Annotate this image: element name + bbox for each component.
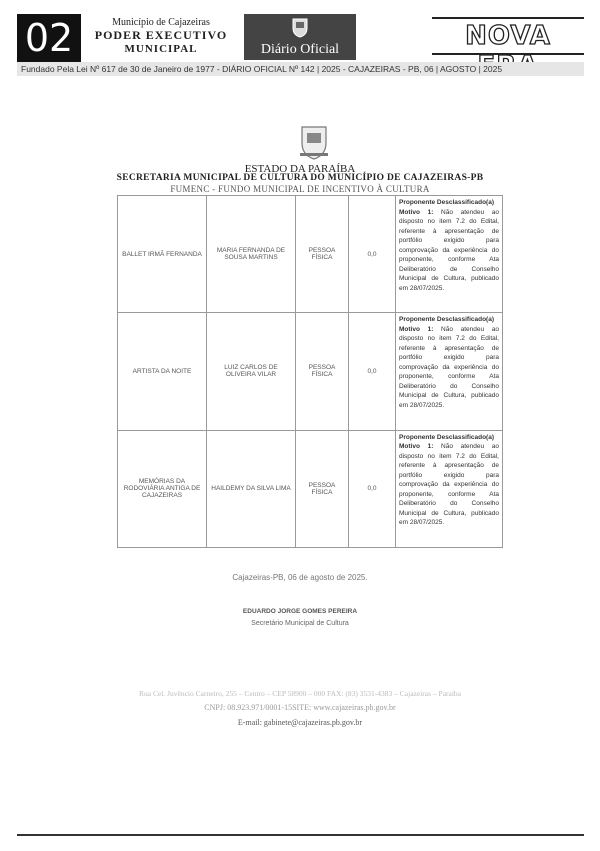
address-line: Rua Cel. Juvêncio Carneiro, 255 – Centro – CEP 58900 – 000 FAX: (83) 3531-4383 – Cajazeiras – Paraíba	[138, 689, 462, 698]
info-bar-text: Fundado Pela Lei Nº 617 de 30 de Janeiro de 1977 - DIÁRIO OFICIAL Nº 142 | 2025 - CAJAZEIRAS - PB, 06 | AGOSTO | 2025	[21, 64, 503, 74]
municipality-title	[86, 17, 236, 55]
table-row	[118, 313, 503, 430]
project-cell: MEMÓRIAS DA RODOVIÁRIA ANTIGA DE CAJAZEIRAS	[118, 430, 207, 547]
table-row	[118, 196, 503, 313]
info-bar	[17, 62, 584, 76]
status-cell	[396, 196, 503, 313]
diario-label: Diário Oficial	[260, 42, 340, 57]
status-cell	[396, 313, 503, 430]
logo-bottom-rule	[432, 53, 584, 55]
secretaria-title: SECRETARIA MUNICIPAL DE CULTURA DO MUNICÍPIO DE CAJAZEIRAS-PB	[116, 173, 484, 183]
signer-name: EDUARDO JORGE GOMES PEREIRA	[242, 608, 358, 615]
page-number: 02	[17, 14, 81, 62]
proponent-cell: LUIZ CARLOS DE OLIVEIRA VILAR	[207, 313, 296, 430]
proponent-cell: HAILDEMY DA SILVA LIMA	[207, 430, 296, 547]
logo-top-rule	[432, 17, 584, 19]
table-row	[118, 430, 503, 547]
motivo-label: Motivo 1:	[399, 325, 434, 333]
motivo-text: Não atendeu ao disposto no item 7.2 do Edital, referente à apresentação de portfólio exigido para comprovação da experiência do proponente, conforme Ata Deliberatório de Conselho Municipal de Cultura, publicado em 28/07/2025.	[399, 208, 499, 292]
power-label: PODER EXECUTIVO	[94, 28, 228, 42]
municipality-name: Município de Cajazeiras	[112, 17, 210, 28]
diario-oficial-banner	[244, 14, 356, 60]
fumenc-title: FUMENC - FUNDO MUNICIPAL DE INCENTIVO À CULTURA	[170, 184, 430, 194]
type-cell: PESSOA FÍSICA	[296, 430, 349, 547]
cnpj-line: CNPJ: 08.923.971/0001-15SITE: www.cajazeiras.pb.gov.br	[204, 703, 396, 712]
type-cell: PESSOA FÍSICA	[296, 313, 349, 430]
municipal-label: MUNICIPAL	[124, 43, 198, 55]
project-cell: ARTISTA DA NOITE	[118, 313, 207, 430]
state-title: ESTADO DA PARAÍBA	[244, 163, 356, 175]
score-cell: 0,0	[349, 430, 396, 547]
municipal-emblem-icon	[296, 123, 332, 161]
footer-rule	[17, 834, 584, 836]
city-date: Cajazeiras-PB, 06 de agosto de 2025.	[232, 573, 368, 582]
motivo-label: Motivo 1:	[399, 443, 434, 451]
nova-era-text: NOVA	[465, 21, 551, 51]
status-cell	[396, 430, 503, 547]
signer-role: Secretário Municipal de Cultura	[251, 620, 349, 627]
score-cell: 0,0	[349, 196, 396, 313]
motivo-text: Não atendeu ao disposto no item 7.2 do Edital, referente à apresentação de portfólio exigido para comprovação da experiência do proponente, conforme Ata Deliberatório do Conselho Municipal de Cultura, publicado em 28/07/2025.	[399, 325, 499, 409]
status-label: Proponente Desclassificado(a)	[399, 199, 494, 206]
project-cell: BALLET IRMÃ FERNANDA	[118, 196, 207, 313]
status-label: Proponente Desclassificado(a)	[399, 433, 494, 441]
email-line: E-mail: gabinete@cajazeiras.pb.gov.br	[237, 718, 363, 727]
motivo-label: Motivo 1:	[399, 208, 434, 216]
proponent-cell: MARIA FERNANDA DE SOUSA MARTINS	[207, 196, 296, 313]
results-table	[117, 195, 503, 548]
score-cell: 0,0	[349, 313, 396, 430]
status-label: Proponente Desclassificado(a)	[399, 316, 494, 324]
coat-of-arms-icon	[289, 16, 311, 38]
motivo-text: Não atendeu ao disposto no item 7.2 do Edital, referente à apresentação de portfólio exigido para comprovação da experiência do proponente, conforme Ata Deliberatório do Conselho Municipal de Cultura, publicado em 28/07/2025.	[399, 443, 499, 527]
nova-era-logo	[432, 17, 584, 55]
type-cell: PESSOA FÍSICA	[296, 196, 349, 313]
